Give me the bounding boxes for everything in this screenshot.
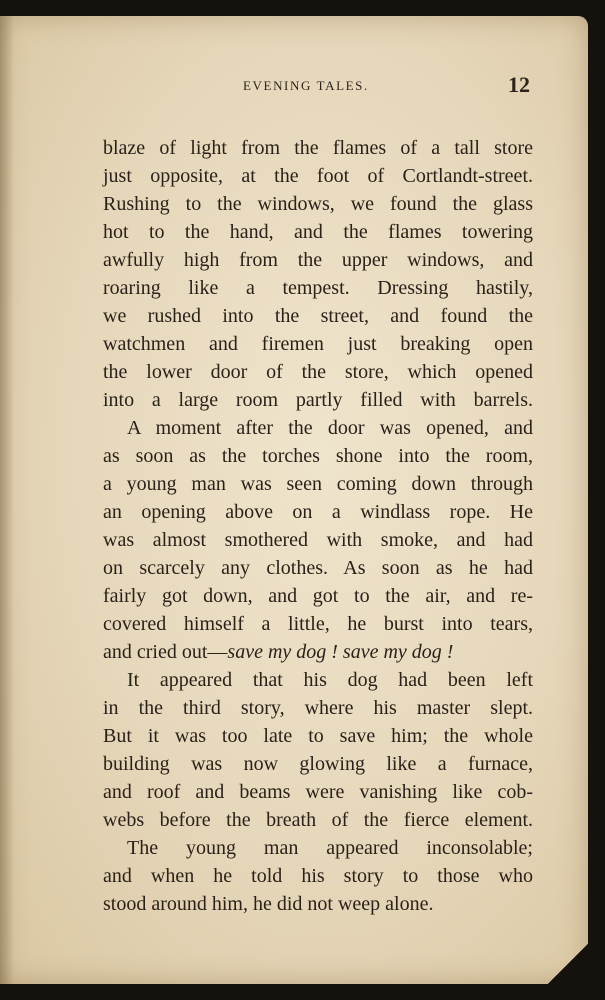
text-line: a young man was seen coming down through (103, 473, 533, 495)
text-line: But it was too late to save him; the whole (103, 725, 533, 747)
paragraph-3 (103, 666, 533, 834)
page-gutter-shadow (0, 16, 14, 984)
text-line: Rushing to the windows, we found the glass (103, 193, 533, 215)
text-line: watchmen and firemen just breaking open (103, 333, 533, 355)
paragraph-2 (103, 414, 533, 666)
text-line: as soon as the torches shone into the room, (103, 445, 533, 467)
text-line: into a large room partly filled with barrels. (103, 389, 533, 411)
text-line: stood around him, he did not weep alone. (103, 893, 434, 915)
paragraph-1 (103, 134, 533, 414)
text-line: and when he told his story to those who (103, 865, 533, 887)
text-line: blaze of light from the flames of a tall store (103, 137, 533, 159)
text-line: was almost smothered with smoke, and had (103, 529, 533, 551)
text-line: roaring like a tempest. Dressing hastily, (103, 277, 533, 299)
text-line: and roof and beams were vanishing like cob- (103, 781, 533, 803)
text-line: the lower door of the store, which opened (103, 361, 533, 383)
line-plain-text: and cried out— (103, 641, 228, 663)
text-line: fairly got down, and got to the air, and re- (103, 585, 533, 607)
italic-exclamation: save my dog ! save my dog ! (227, 641, 454, 663)
text-line: The young man appeared inconsolable; (127, 837, 533, 859)
book-page (0, 16, 588, 984)
text-line: awfully high from the upper windows, and (103, 249, 533, 271)
text-line: we rushed into the street, and found the (103, 305, 533, 327)
text-line-with-exclamation (103, 638, 533, 666)
text-line: on scarcely any clothes. As soon as he had (103, 557, 533, 579)
running-head: EVENING TALES. (243, 78, 369, 93)
text-line: just opposite, at the foot of Cortlandt-street. (103, 165, 533, 187)
text-line: in the third story, where his master slept. (103, 697, 533, 719)
text-line: covered himself a little, he burst into tears, (103, 613, 533, 635)
page-number: 12 (508, 72, 530, 97)
body-text (103, 134, 533, 918)
text-line: an opening above on a windlass rope. He (103, 501, 533, 523)
text-line: hot to the hand, and the flames towering (103, 221, 533, 243)
text-line: A moment after the door was opened, and (127, 417, 533, 439)
torn-corner (548, 944, 588, 984)
text-line: webs before the breath of the fierce element. (103, 809, 533, 831)
paragraph-4 (103, 834, 533, 918)
text-line: building was now glowing like a furnace, (103, 753, 533, 775)
text-line: It appeared that his dog had been left (127, 669, 533, 691)
